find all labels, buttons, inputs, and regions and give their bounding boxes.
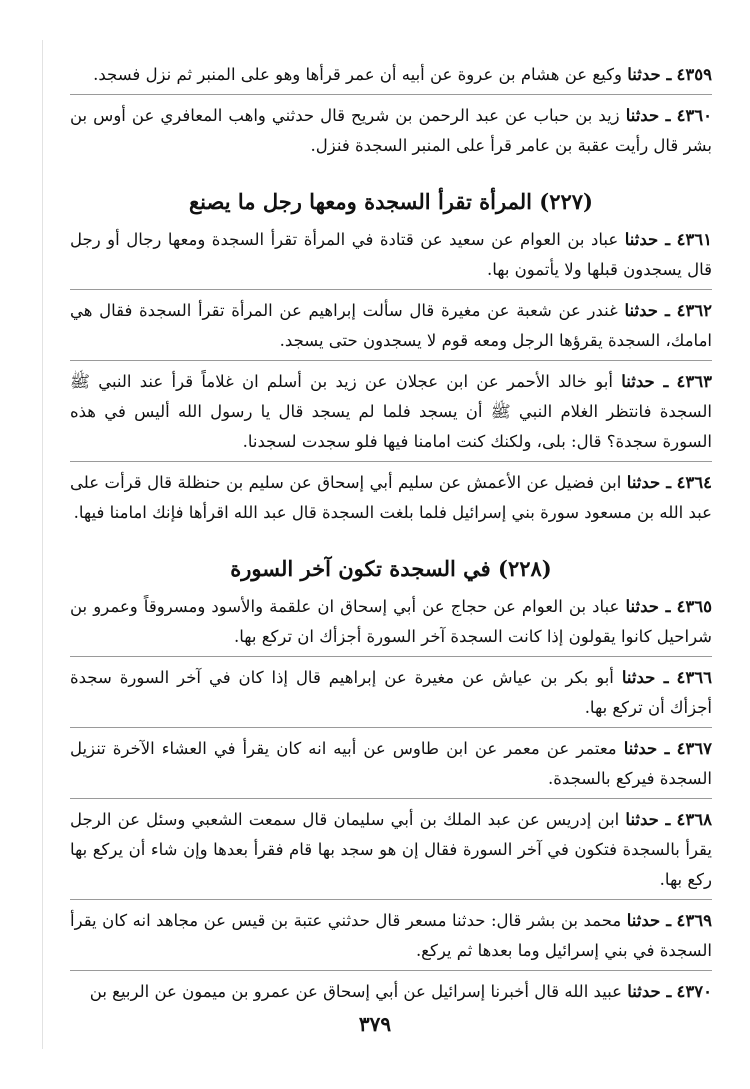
hadith-number: ٤٣٧٠ (676, 982, 712, 1001)
hadith-4368 (70, 805, 712, 895)
hadith-4365 (70, 592, 712, 652)
hadith-lead: ـ حدثنا (621, 668, 669, 687)
hadith-number: ٤٣٦٥ (676, 597, 713, 616)
hadith-text: وكيع عن هشام بن عروة عن أبيه أن عمر قرأها وهو على المنبر ثم نزل فسجد. (93, 65, 622, 84)
hadith-number: ٤٣٥٩ (676, 65, 712, 84)
hadith-number: ٤٣٦٩ (676, 911, 712, 930)
section-heading-227: (٢٢٧) المرأة تقرأ السجدة ومعها رجل ما يصنع (189, 189, 593, 214)
hadith-number: ٤٣٦٣ (676, 372, 712, 391)
hadith-4370 (70, 977, 712, 1007)
hadith-4363 (70, 367, 712, 457)
hadith-4362 (70, 296, 712, 356)
divider (70, 970, 712, 971)
hadith-lead: ـ حدثنا (624, 230, 671, 249)
hadith-lead: ـ حدثنا (627, 65, 672, 84)
hadith-text: ابن إدريس عن عبد الملك بن أبي سليمان قال سمعت الشعبي وسئل عن الرجل يقرأ بالسجدة فتكون في آخر السورة فقال إن هو سجد بها قام فقرأ بعدها وإن شاء أن يركع بها ركع بها. (70, 810, 712, 889)
hadith-lead: ـ حدثنا (621, 372, 669, 391)
divider (70, 289, 712, 290)
hadith-text: عباد بن العوام عن حجاج عن أبي إسحاق ان علقمة والأسود ومسروقاً وعمرو بن شراحيل كانوا يقولون إذا كانت السجدة آخر السورة أجزأك ان تركع بها. (70, 597, 712, 646)
hadith-text: أبو بكر بن عياش عن مغيرة عن إبراهيم قال إذا كان في آخر السورة سجدة أجزأك أن تركع بها. (70, 668, 712, 717)
hadith-number: ٤٣٦٠ (676, 106, 713, 125)
hadith-number: ٤٣٦٨ (676, 810, 712, 829)
hadith-lead: ـ حدثنا (626, 473, 672, 492)
divider (70, 360, 712, 361)
page-number: ٣٧٩ (358, 1012, 392, 1036)
hadith-4367 (70, 734, 712, 794)
hadith-lead: ـ حدثنا (624, 301, 670, 320)
hadith-4366 (70, 663, 712, 723)
section-heading-228: (٢٢٨) في السجدة تكون آخر السورة (230, 556, 552, 581)
hadith-lead: ـ حدثنا (623, 739, 670, 758)
hadith-lead: ـ حدثنا (625, 106, 671, 125)
divider (70, 461, 712, 462)
hadith-text: محمد بن بشر قال: حدثنا مسعر قال حدثني عتبة بن قيس عن مجاهد انه كان يقرأ السجدة في بني إسرائيل وما بعدها ثم يركع. (70, 911, 712, 960)
hadith-lead: ـ حدثنا (625, 597, 671, 616)
hadith-text: أبو خالد الأحمر عن ابن عجلان عن زيد بن أسلم ان غلاماً قرأ عند النبي ﷺ السجدة فانتظر الغلام النبي ﷺ أن يسجد فلما لم يسجد قال يا رسول الله أليس في هذه السورة سجدة؟ قال: بلى، ولكنك كنت امامنا فيها فلو سجدت لسجدنا. (70, 372, 712, 451)
hadith-number: ٤٣٦٢ (676, 301, 713, 320)
hadith-4359 (70, 60, 712, 90)
hadith-4360 (70, 101, 712, 161)
hadith-4369 (70, 906, 712, 966)
hadith-text: معتمر عن معمر عن ابن طاوس عن أبيه انه كان يقرأ في العشاء الآخرة تنزيل السجدة فيركع بالسجدة. (70, 739, 712, 788)
hadith-text: عباد بن العوام عن سعيد عن قتادة في المرأة تقرأ السجدة ومعها رجال أو رجل قال يسجدون قبلها ولا يأتمون بها. (70, 230, 712, 279)
hadith-number: ٤٣٦١ (676, 230, 713, 249)
divider (70, 899, 712, 900)
hadith-text: ابن فضيل عن الأعمش عن سليم أبي إسحاق عن سليم بن حنظلة قال قرأت على عبد الله بن مسعود سورة بني إسرائيل فلما بلغت السجدة قال عبد الله اقرأها فإنك امامنا فيها. (70, 473, 712, 522)
hadith-text: عبيد الله قال أخبرنا إسرائيل عن أبي إسحاق عن عمرو بن ميمون عن الربيع بن (89, 982, 622, 1001)
divider (70, 727, 712, 728)
hadith-lead: ـ حدثنا (627, 982, 672, 1001)
hadith-4364 (70, 468, 712, 528)
hadith-text: غندر عن شعبة عن مغيرة قال سألت إبراهيم عن المرأة تقرأ السجدة فقال هي امامك، السجدة يقرؤها الرجل ومعه قوم لا يسجدون حتى يسجد. (70, 301, 712, 350)
divider (70, 798, 712, 799)
margin-line (42, 40, 43, 1049)
divider (70, 656, 712, 657)
hadith-number: ٤٣٦٧ (676, 739, 713, 758)
hadith-4361 (70, 225, 712, 285)
hadith-text: زيد بن حباب عن عبد الرحمن بن شريح قال حدثني واهب المعافري عن أوس بن بشر قال رأيت عقبة بن عامر قرأ على المنبر السجدة فنزل. (70, 106, 712, 155)
hadith-lead: ـ حدثنا (626, 911, 672, 930)
hadith-lead: ـ حدثنا (625, 810, 671, 829)
hadith-number: ٤٣٦٤ (676, 473, 713, 492)
hadith-number: ٤٣٦٦ (676, 668, 712, 687)
divider (70, 94, 712, 95)
document-page (70, 60, 712, 1049)
